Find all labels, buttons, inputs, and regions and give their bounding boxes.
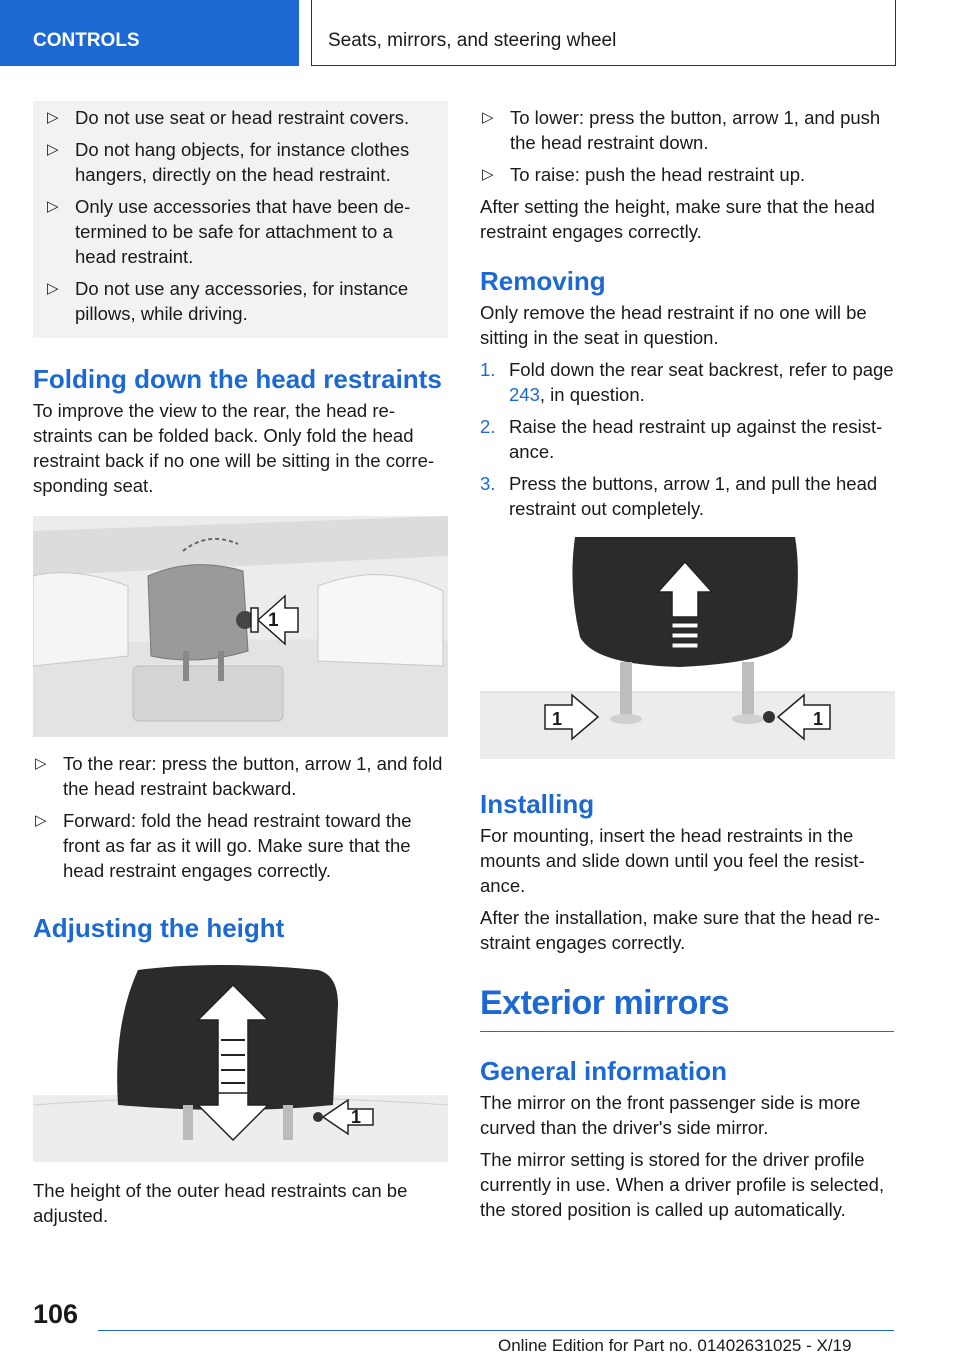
rear-seats-illustration — [33, 516, 448, 737]
folding-list — [33, 751, 448, 883]
chapter-title: Seats, mirrors, and steering wheel — [311, 0, 896, 66]
page-number: 106 — [33, 1299, 79, 1329]
heading-adjusting-height: Adjusting the height — [33, 913, 285, 943]
removing-intro: Only remove the head restraint if no one will be sitting in the seat in question. — [480, 302, 867, 348]
page-link[interactable]: 243 — [509, 384, 540, 405]
list-item — [480, 471, 894, 521]
arrow-label-left: 1 — [552, 709, 563, 729]
installing-p2: After the installation, make sure that the head restraint engages correctly. — [480, 907, 881, 953]
warning-note-box — [33, 101, 448, 338]
remove-restraint-illustration — [480, 537, 895, 759]
figure-height-adjust — [33, 965, 448, 1162]
right-column — [480, 101, 894, 1229]
list-item: ▷ To lower: press the button, arrow 1, and push the head restraint down. — [480, 105, 894, 155]
step-text: Raise the head restraint up against the resistance. — [509, 416, 883, 462]
list-item: ▷ Do not hang objects, for instance clothes hangers, directly on the head restraint. — [45, 137, 436, 187]
left-column — [33, 101, 448, 1235]
list-item — [480, 357, 894, 407]
installing-p1: For mounting, insert the head restraints in the mounts and slide down until you feel the resistance. — [480, 825, 865, 896]
figure-rear-seats — [33, 516, 448, 737]
list-item: ▷ Forward: fold the head restraint toward the front as far as it will go. Make sure that the head restraint engages correctly. — [33, 808, 448, 883]
list-item: ▷ To raise: push the head restraint up. — [480, 162, 894, 187]
figure-remove-restraint — [480, 537, 895, 759]
folding-intro: To improve the view to the rear, the head restraints can be folded back. Only fold the head restraint back if no one will be sitting in the corresponding seat. — [33, 400, 435, 496]
arrow-label-1: 1 — [351, 1107, 362, 1127]
step-text-end: , in question. — [539, 384, 645, 405]
removing-steps — [480, 357, 894, 521]
height-after: After setting the height, make sure that the head restraint engages correctly. — [480, 196, 875, 242]
list-item: ▷ Only use accessories that have been determined to be safe for attachment to a head restraint. — [45, 194, 436, 269]
step-number: 2. — [480, 416, 496, 437]
step-text: Press the buttons, arrow 1, and pull the head restraint out completely. — [509, 473, 878, 519]
mirrors-p2: The mirror setting is stored for the driver profile currently in use. When a driver profile is selected, the stored position is called up automatically. — [480, 1149, 885, 1220]
step-number: 1. — [480, 359, 496, 380]
warning-list — [45, 105, 436, 326]
mirrors-p1: The mirror on the front passenger side is more curved than the driver's side mirror. — [480, 1092, 861, 1138]
height-list — [480, 105, 894, 187]
step-text: Fold down the rear seat backrest, refer to page — [509, 359, 894, 380]
footer-divider — [98, 1330, 894, 1331]
section-tab: CONTROLS — [0, 0, 299, 66]
list-item — [480, 414, 894, 464]
arrow-label-right: 1 — [813, 709, 824, 729]
heading-general-information: General information — [480, 1056, 728, 1086]
heading-removing: Removing — [480, 266, 606, 296]
edition-text: Online Edition for Part no. 01402631025 - X/19 — [498, 1336, 852, 1355]
step-number: 3. — [480, 473, 496, 494]
height-adjust-illustration — [33, 965, 448, 1162]
heading-installing: Installing — [480, 789, 595, 819]
heading-folding: Folding down the head restraints — [33, 364, 442, 394]
list-item: ▷ Do not use any accessories, for instance pillows, while driving. — [45, 276, 436, 326]
list-item: ▷ Do not use seat or head restraint covers. — [45, 105, 436, 130]
list-item: ▷ To the rear: press the button, arrow 1, and fold the head restraint backward. — [33, 751, 448, 801]
arrow-label-1: 1 — [268, 610, 279, 631]
heading-exterior-mirrors: Exterior mirrors — [480, 983, 894, 1032]
height-text: The height of the outer head restraints can be adjusted. — [33, 1180, 408, 1226]
